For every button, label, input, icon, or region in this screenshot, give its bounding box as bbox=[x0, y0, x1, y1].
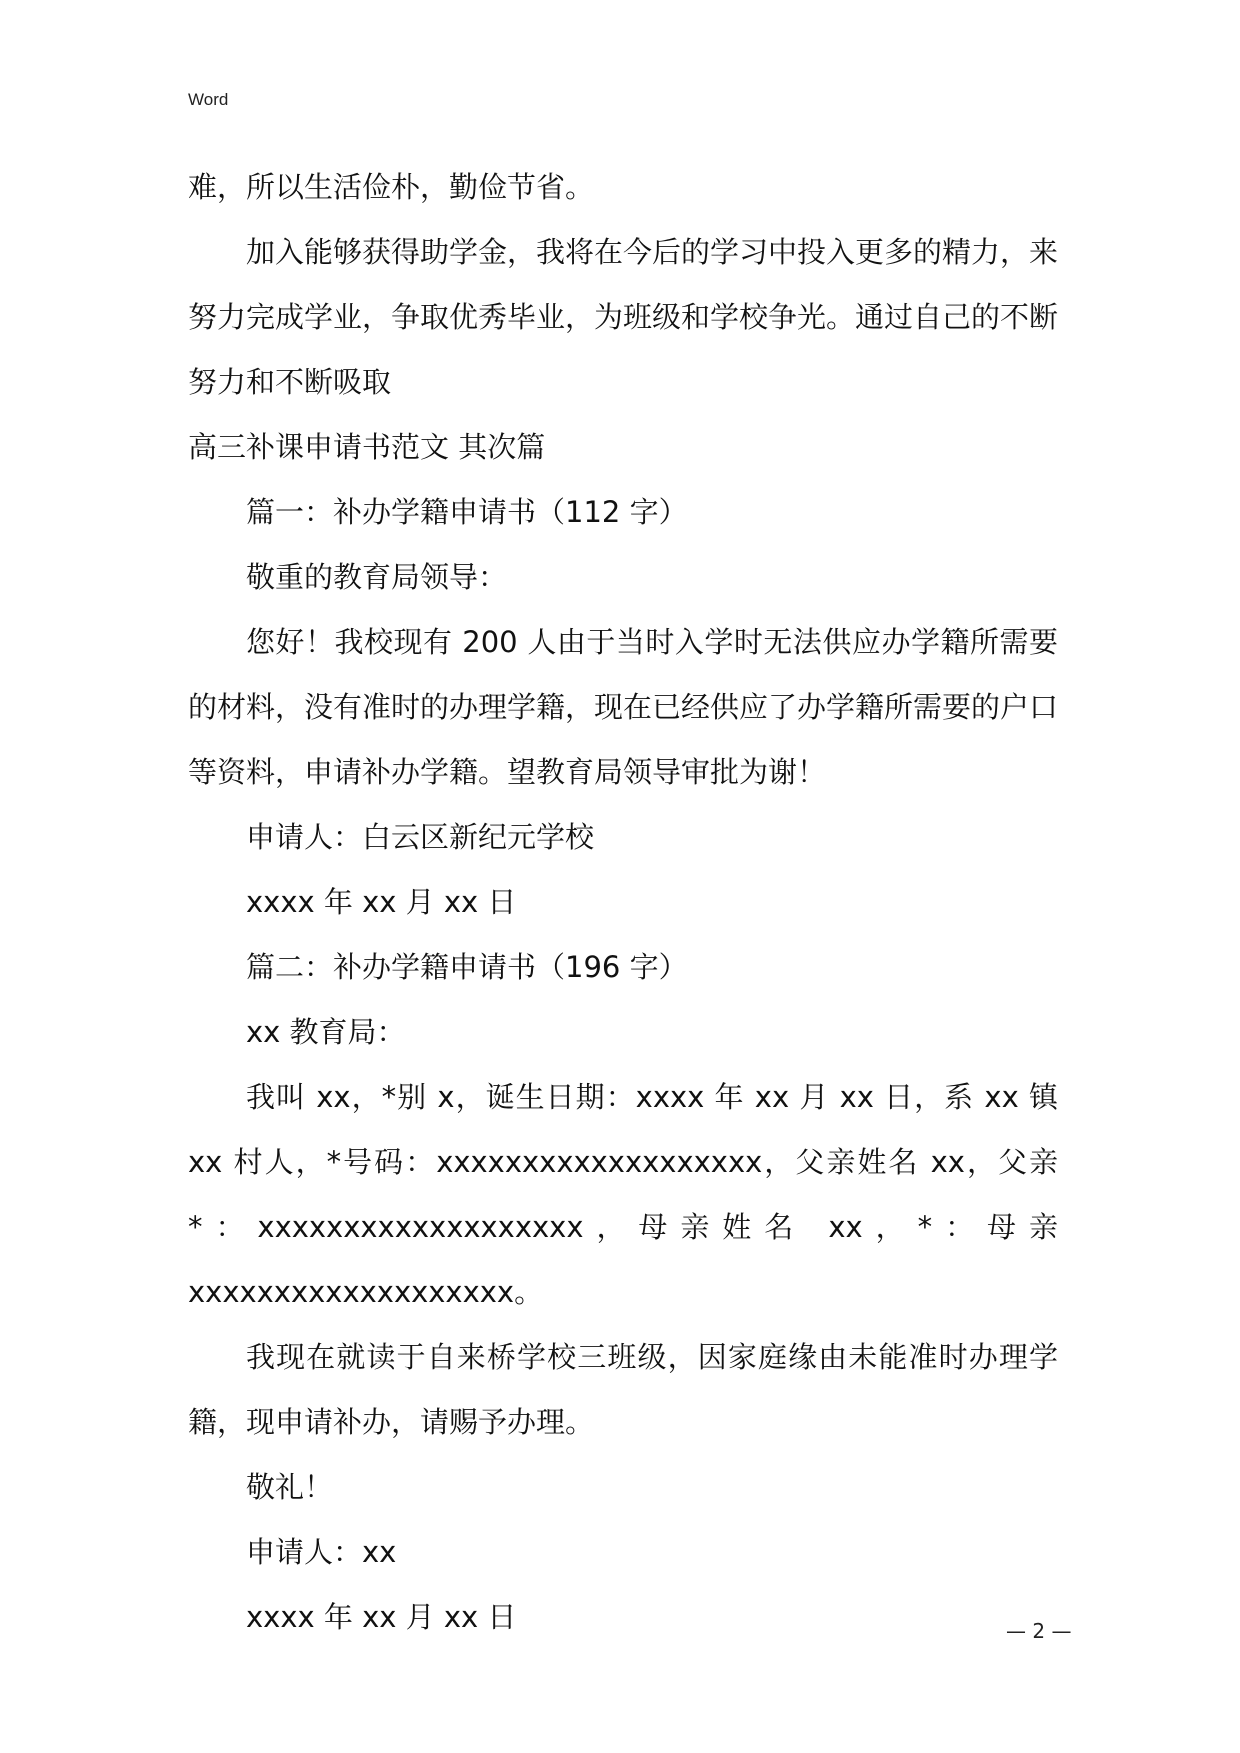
paragraph-grant-pledge: 加入能够获得助学金，我将在今后的学习中投入更多的精力，来努力完成学业，争取优秀毕业，为班级和学校争光。通过自己的不断努力和不断吸取 bbox=[188, 235, 1059, 399]
article-two-date: xxxx 年 xx 月 xx 日 bbox=[246, 1600, 517, 1634]
article-two-personal-info: 我叫 xx，*别 x，诞生日期：xxxx 年 xx 月 xx 日，系 xx 镇 xx 村人，*号码：xxxxxxxxxxxxxxxxxxx，父亲姓名 xx，父亲*：xxxxxxxxxxxxxxxxxxx，母亲姓名 xx，*：母亲 xxxxxxxxxxxxxxxxxxx。 bbox=[188, 1080, 1058, 1309]
article-one-body: 您好！我校现有 200 人由于当时入学时无法供应办学籍所需要的材料，没有准时的办理学籍，现在已经供应了办学籍所需要的户口等资料，申请补办学籍。望教育局领导审批为谢！ bbox=[188, 625, 1059, 789]
article-two-request: 我现在就读于自来桥学校三班级，因家庭缘由未能准时办理学籍，现申请补办，请赐予办理。 bbox=[188, 1340, 1058, 1439]
page-number: — 2 — bbox=[1006, 1619, 1072, 1643]
article-two-salutation: xx 教育局： bbox=[246, 1015, 406, 1049]
header-label: Word bbox=[188, 90, 229, 109]
section-title: 高三补课申请书范文 其次篇 bbox=[188, 430, 546, 464]
article-two-closing: 敬礼！ bbox=[246, 1470, 334, 1504]
article-two-applicant: 申请人：xx bbox=[246, 1535, 397, 1569]
article-two-heading: 篇二：补办学籍申请书（196 字） bbox=[246, 950, 688, 984]
article-one-applicant: 申请人：白云区新纪元学校 bbox=[246, 820, 595, 854]
article-one-date: xxxx 年 xx 月 xx 日 bbox=[246, 885, 517, 919]
article-one-heading: 篇一：补办学籍申请书（112 字） bbox=[246, 495, 688, 529]
document-body bbox=[188, 155, 1058, 1650]
article-one-salutation: 敬重的教育局领导： bbox=[246, 560, 508, 594]
paragraph-continuation: 难，所以生活俭朴，勤俭节省。 bbox=[188, 170, 595, 204]
